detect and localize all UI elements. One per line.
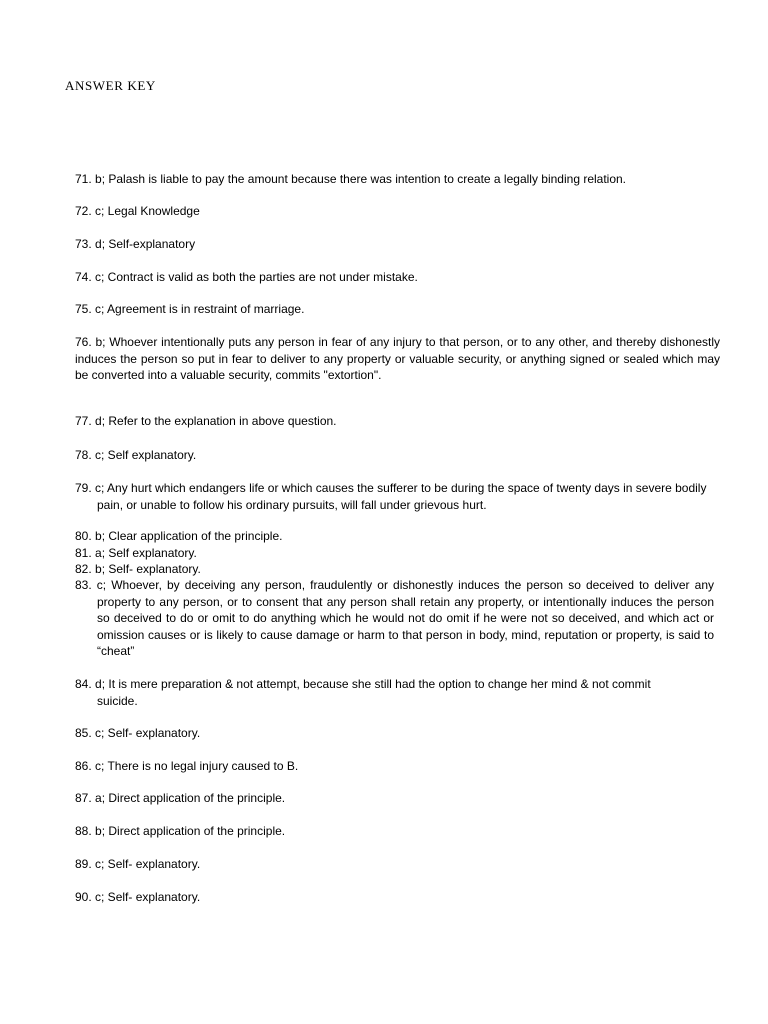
answer-71: 71. b; Palash is liable to pay the amount because there was intention to create a legally binding relation.: [75, 172, 627, 186]
answer-87: 87. a; Direct application of the principle.: [75, 791, 286, 805]
answer-82: 82. b; Self- explanatory.: [75, 562, 201, 576]
answer-86: 86. c; There is no legal injury caused to B.: [75, 759, 299, 773]
answer-85: 85. c; Self- explanatory.: [75, 726, 201, 740]
answer-80: 80. b; Clear application of the principle.: [75, 529, 283, 543]
page-title: ANSWER KEY: [65, 78, 156, 93]
answer-78: 78. c; Self explanatory.: [75, 448, 197, 462]
answer-74: 74. c; Contract is valid as both the parties are not under mistake.: [75, 270, 418, 284]
answer-83: 83. c; Whoever, by deceiving any person, fraudulently or dishonestly induces the person so deceived to deliver any property to any person, or to consent that any person shall retain any property, or intentionally induces the person so deceived to do or omit to do anything which he would not do omit if he were not so deceived, and which act or omission causes or is likely to cause damage or harm to that person in body, mind, reputation or property, is said to “cheat”: [75, 578, 714, 658]
answer-90: 90. c; Self- explanatory.: [75, 890, 201, 904]
answer-76-text: 76. b; Whoever intentionally puts any person in fear of any injury to that person, or to any other, and thereby dishonestly induces the person so put in fear to deliver to any property or valuable security, or anything signed or sealed which may be converted into a valuable security, commits "extortion".: [75, 335, 720, 382]
answer-75: 75. c; Agreement is in restraint of marriage.: [75, 302, 305, 316]
answer-88: 88. b; Direct application of the principle.: [75, 824, 286, 838]
answer-81: 81. a; Self explanatory.: [75, 546, 197, 560]
answer-77: 77. d; Refer to the explanation in above question.: [75, 414, 337, 428]
answer-89: 89. c; Self- explanatory.: [75, 857, 201, 871]
answer-79: 79. c; Any hurt which endangers life or which causes the sufferer to be during the space of twenty days in severe bodily pain, or unable to follow his ordinary pursuits, will fall under grievous hurt.: [75, 481, 707, 512]
answer-73: 73. d; Self-explanatory: [75, 237, 196, 251]
answer-84: 84. d; It is mere preparation & not attempt, because she still had the option to change her mind & not commit suicide.: [75, 677, 651, 708]
answer-76: [75, 334, 720, 384]
answer-72: 72. c; Legal Knowledge: [75, 204, 200, 218]
